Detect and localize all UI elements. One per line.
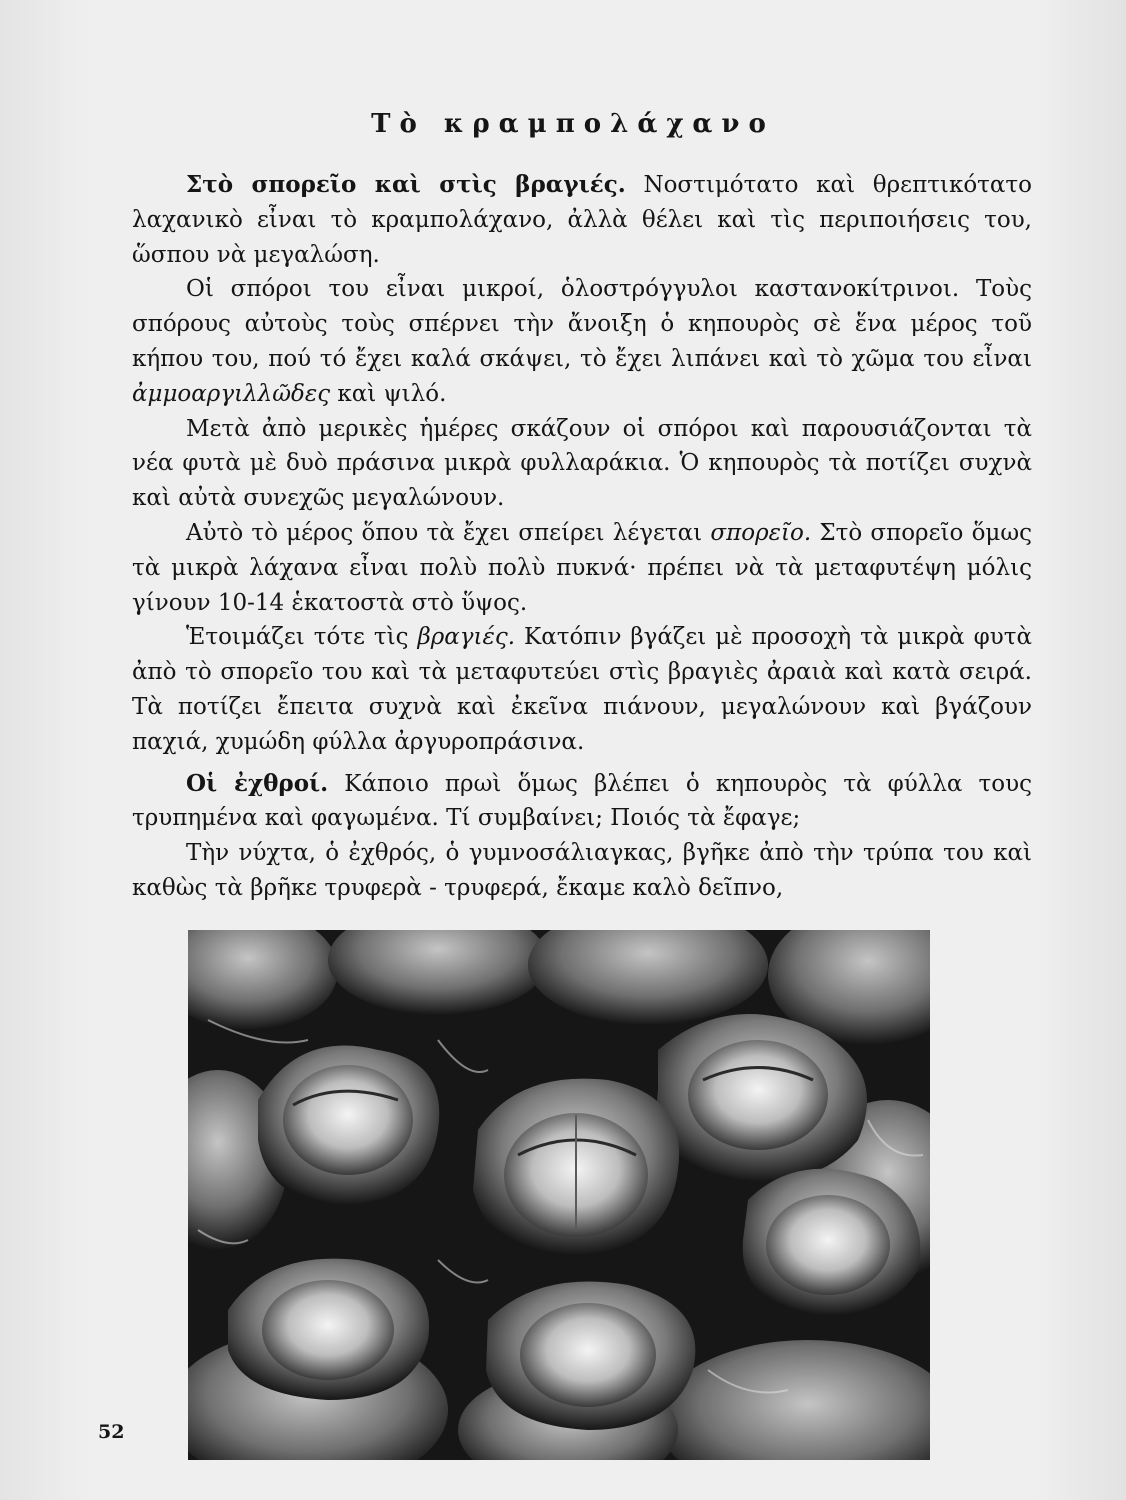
- article-body: [132, 168, 1032, 906]
- page-title: Τὸ κραμπολάχανο: [371, 109, 775, 140]
- paragraph-2: [132, 272, 1032, 411]
- paragraph-2-text-a: Οἱ σπόροι του εἶναι μικροί, ὁλοστρόγγυλοι καστανοκίτρινοι. Τοὺς σπόρους αὐτοὺς τοὺς σπέρνει τὴν ἄνοιξη ὁ κηπουρὸς σὲ ἕνα μέρος τοῦ κήπου του, πού τό ἔχει καλά σκάψει, τὸ ἔχει λιπάνει καὶ τὸ χῶμα του εἶναι: [132, 276, 1032, 372]
- paragraph-5-term: βραγιές.: [417, 624, 516, 651]
- paragraph-2-term: ἀμμοαργιλλῶδες: [132, 380, 331, 407]
- paragraph-4: [132, 516, 1032, 620]
- paragraph-6: [132, 767, 1032, 837]
- paragraph-7-text: Τὴν νύχτα, ὁ ἐχθρός, ὁ γυμνοσάλιαγκας, βγῆκε ἀπὸ τὴν τρύπα του καὶ καθὼς τὰ βρῆκε τρυφερὰ - τρυφερά, ἔκαμε καλὸ δεῖπνο,: [132, 840, 1032, 901]
- paragraph-4-text-b: Στὸ σπορεῖο ὅμως τὰ μικρὰ λάχανα εἶναι πολὺ πολὺ πυκνά· πρέπει νὰ τὰ μεταφυτέψη μόλις γίνουν 10-14 ἑκατοστὰ στὸ ὕψος.: [132, 519, 1032, 616]
- paragraph-3-text: Μετὰ ἀπὸ μερικὲς ἡμέρες σκάζουν οἱ σπόροι καὶ παρουσιάζονται τὰ νέα φυτὰ μὲ δυὸ πράσινα μικρὰ φυλλαράκια. Ὁ κηπουρὸς τὰ ποτίζει συχνὰ καὶ αὐτὰ συνεχῶς μεγαλώνουν.: [132, 415, 1032, 512]
- section-heading-seedbed: Στὸ σπορεῖο καὶ στὶς βραγιές.: [186, 171, 626, 198]
- paragraph-1-text: Νοστιμότατο καὶ θρεπτικότατο λαχανικὸ εἶναι τὸ κραμπολάχανο, ἀλλὰ θέλει καὶ τὶς περιποιήσεις του, ὥσπου νὰ μεγαλώση.: [132, 172, 1032, 268]
- paragraph-5-text-b: Κατόπιν βγάζει μὲ προσοχὴ τὰ μικρὰ φυτὰ ἀπὸ τὸ σπορεῖο του καὶ τὰ μεταφυτεύει στὶς βραγιὲς ἀραιὰ καὶ κατὰ σειρά. Τὰ ποτίζει ἔπειτα συχνὰ καὶ ἐκεῖνα πιάνουν, μεγαλώνουν καὶ βγάζουν παχιά, χυμώδη φύλλα ἀργυροπράσινα.: [132, 624, 1032, 755]
- section-heading-enemies: Οἱ ἐχθροί.: [186, 769, 329, 797]
- paragraph-5: [132, 620, 1032, 759]
- paragraph-1: [132, 168, 1032, 272]
- paragraph-5-text-a: Ἑτοιμάζει τότε τὶς: [186, 624, 418, 651]
- paragraph-6-text: Κάποιο πρωὶ ὅμως βλέπει ὁ κηπουρὸς τὰ φύλλα τους τρυπημένα καὶ φαγωμένα. Τί συμβαίνει; Ποιός τὰ ἔφαγε;: [132, 770, 1032, 832]
- paragraph-4-text-a: Αὐτὸ τὸ μέρος ὅπου τὰ ἔχει σπείρει λέγεται: [186, 519, 711, 546]
- paragraph-2-text-b: καὶ ψιλό.: [330, 380, 447, 407]
- cabbage-field-photo: [188, 930, 930, 1460]
- paragraph-3: [132, 412, 1032, 516]
- page-number: 52: [98, 1421, 125, 1443]
- paragraph-7: [132, 836, 1032, 906]
- paragraph-4-term: σπορεῖο.: [710, 519, 812, 546]
